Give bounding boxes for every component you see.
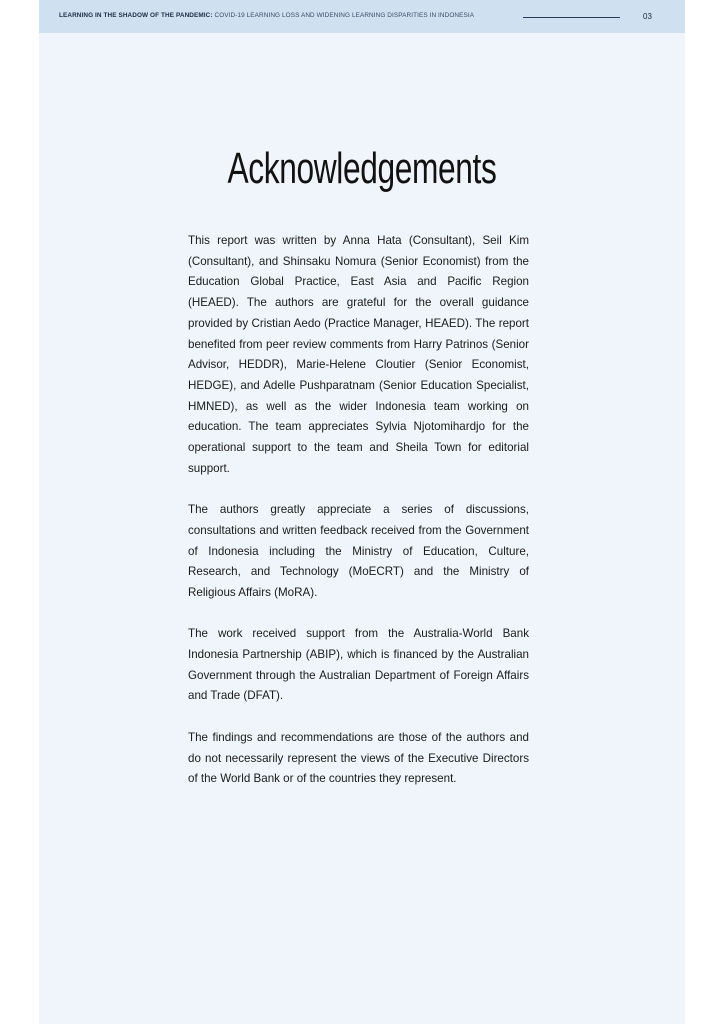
paragraph-disclaimer: The findings and recommendations are those of the authors and do not necessarily represent the views of the Executive Directors of the World Bank or of the countries they represent. (188, 730, 529, 786)
page-number: 03 (643, 12, 652, 21)
running-title (59, 12, 474, 19)
acknowledgements-body (188, 231, 529, 811)
paragraph-funding: The work received support from the Australia-World Bank Indonesia Partnership (ABIP), which is financed by the Australian Government through the Australian Department of Foreign Affairs and Trade (DFAT). (188, 627, 529, 703)
paragraph-authors: This report was written by Anna Hata (Consultant), Seil Kim (Consultant), and Shinsaku Nomura (Senior Economist) from the Education Global Practice, East Asia and Pacific Region (HEAED). The authors are grateful for the overall guidance provided by Cristian Aedo (Practice Manager, HEAED). The report benefited from peer review comments from Harry Patrinos (Senior Advisor, HEDDR), Marie-Helene Cloutier (Senior Economist, HEDGE), and Adelle Pushparatnam (Senior Education Specialist, HMNED), as well as the wider Indonesia team working on education. The team appreciates Sylvia Njotomihardjo for the operational support to the team and Sheila Town for editorial support. (188, 234, 529, 475)
document-page (39, 0, 685, 1024)
running-title-bold: LEARNING IN THE SHADOW OF THE PANDEMIC: (59, 12, 213, 19)
page-title: Acknowledgements (227, 144, 497, 193)
running-title-rest: COVID-19 LEARNING LOSS AND WIDENING LEARNING DISPARITIES IN INDONESIA (212, 12, 475, 19)
header-rule-divider (523, 17, 620, 18)
paragraph-consultations: The authors greatly appreciate a series of discussions, consultations and written feedback received from the Government of Indonesia including the Ministry of Education, Culture, Research, and Technology (MoECRT) and the Ministry of Religious Affairs (MoRA). (188, 503, 529, 599)
running-header (39, 0, 685, 33)
